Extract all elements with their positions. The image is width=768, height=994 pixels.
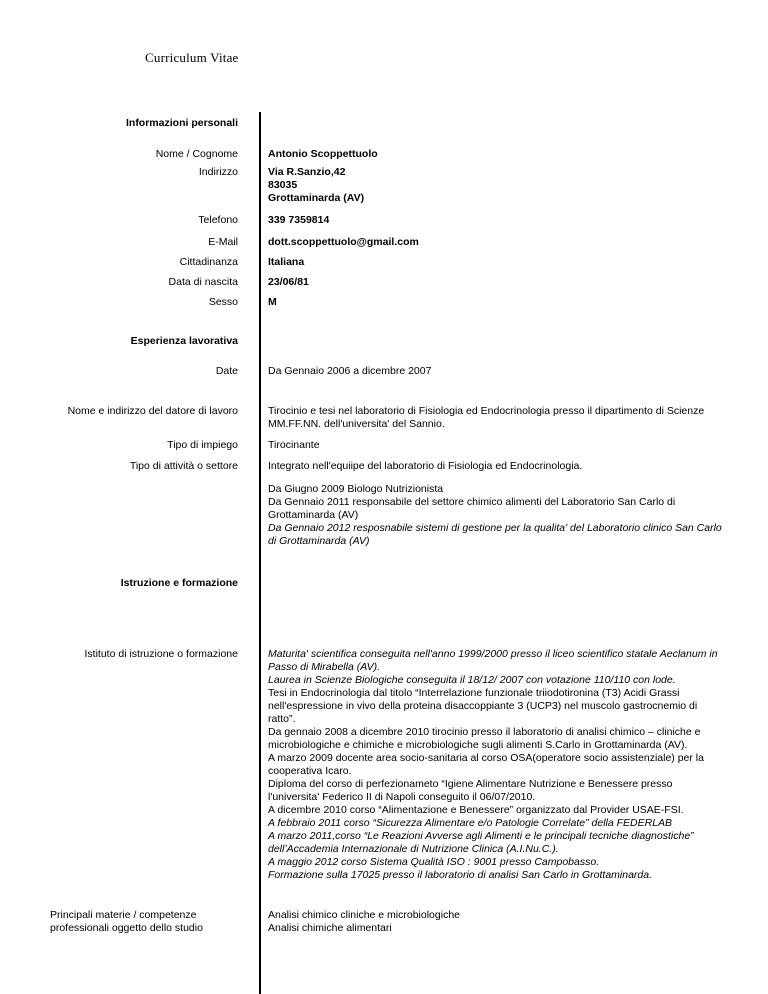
document-title: Curriculum Vitae [145, 50, 239, 65]
subjects-label-line: professionali oggetto dello studio [50, 922, 203, 934]
name-label: Nome / Cognome [155, 148, 238, 160]
column-divider [259, 112, 261, 994]
address-line: 83035 [268, 179, 298, 191]
employer-line: Tirocinio e tesi nel laboratorio di Fisiologia ed Endocrinologia presso il dipartimento di Scienze [268, 405, 705, 417]
education-line: ratto”. [268, 713, 296, 725]
education-line: Diploma del corso di perfezionameto “Igiene Alimentare Nutrizione e Benessere presso [268, 778, 673, 790]
phone-value: 339 7359814 [268, 214, 330, 226]
subjects-line: Analisi chimico cliniche e microbiologiche [268, 909, 460, 921]
education-line: A marzo 2009 docente area socio-sanitaria al corso OSA(operatore socio assistenziale) per la [268, 752, 704, 764]
sex-label: Sesso [208, 296, 238, 308]
work-extra-line: Da Giugno 2009 Biologo Nutrizionista [268, 483, 444, 495]
education-line: A dicembre 2010 corso “Alimentazione e Benessere” organizzato dal Provider USAE-FSI. [268, 804, 684, 816]
education-line: Tesi in Endocrinologia dal titolo “Interrelazione funzionale triiodotironina (T3) Acidi Grassi [268, 687, 680, 699]
education-line: A febbraio 2011 corso “Sicurezza Alimentare e/o Patologie Correlate” della FEDERLAB [268, 817, 673, 829]
education-line: dell’Accademia Internazionale di Nutrizione Clinica (A.I.Nu.C.). [268, 843, 559, 855]
address-line: Grottaminarda (AV) [268, 192, 365, 204]
birth-date-value: 23/06/81 [268, 276, 309, 288]
email-label: E-Mail [208, 236, 238, 248]
education-line: Passo di Mirabella (AV). [268, 661, 381, 673]
sector-value: Integrato nell'equiipe del laboratorio di Fisiologia ed Endocrinologia. [268, 460, 583, 472]
education-line: Laurea in Scienze Biologiche conseguita il 18/12/ 2007 con votazione 110/110 con lode. [268, 674, 676, 686]
education-list [268, 648, 728, 882]
job-type-label: Tipo di impiego [167, 439, 238, 451]
education-line: Da gennaio 2008 a dicembre 2010 tirocinio presso il laboratorio di analisi chimico – cliniche e [268, 726, 701, 738]
education-line: microbiologiche e chimiche e microbiologiche sugli alimenti S.Carlo in Grottaminarda (AV). [268, 739, 688, 751]
education-line: A marzo 2011,corso “Le Reazioni Avverse agli Alimenti e le principali tecniche diagnostiche” [268, 830, 694, 842]
institute-label: Istituto di istruzione o formazione [84, 648, 238, 660]
work-extra [268, 483, 728, 548]
dates-value: Da Gennaio 2006 a dicembre 2007 [268, 365, 432, 377]
address-value [268, 166, 728, 205]
work-extra-line: di Grottaminarda (AV) [268, 535, 370, 547]
employer-label: Nome e indirizzo del datore di lavoro [67, 405, 238, 417]
work-extra-line: Grottaminarda (AV) [268, 509, 359, 521]
sex-value: M [268, 296, 277, 308]
address-label: Indirizzo [198, 166, 238, 178]
subjects-label [50, 909, 240, 935]
education-line: cooperativa Icaro. [268, 765, 352, 777]
education-line: nell'espressione in vivo della proteina disaccoppiante 3 (UCP3) nel muscolo gastrocnemio di [268, 700, 698, 712]
employer-line: MM.FF.NN. dell'universita' del Sannio. [268, 418, 445, 430]
education-line: l'universita' Federico II di Napoli conseguito il 06/07/2010. [268, 791, 536, 803]
citizenship-label: Cittadinanza [179, 256, 238, 268]
education-line: Maturita' scientifica conseguita nell'anno 1999/2000 presso il liceo scientifico statale Aeclanum in [268, 648, 718, 660]
subjects-label-line: Principali materie / competenze [50, 909, 197, 921]
citizenship-value: Italiana [268, 256, 305, 268]
subjects-line: Analisi chimiche alimentari [268, 922, 392, 934]
work-extra-line: Da Gennaio 2011 responsabile del settore chimico alimenti del Laboratorio San Carlo di [268, 496, 676, 508]
education-line: A maggio 2012 corso Sistema Qualità ISO : 9001 presso Campobasso. [268, 856, 600, 868]
employer-value [268, 405, 728, 431]
email-value: dott.scoppettuolo@gmail.com [268, 236, 419, 248]
section-education: Istruzione e formazione [120, 577, 238, 589]
work-extra-line: Da Gennaio 2012 resposnabile sistemi di gestione per la qualita' del Laboratorio clinico San Carlo [268, 522, 722, 534]
education-line: Formazione sulla 17025 presso il laboratorio di analisi San Carlo in Grottaminarda. [268, 869, 653, 881]
sector-label: Tipo di attività o settore [129, 460, 238, 472]
section-work-experience: Esperienza lavorativa [130, 335, 238, 347]
job-type-value: Tirocinante [268, 439, 320, 451]
section-personal-info: Informazioni personali [125, 117, 238, 129]
birth-date-label: Data di nascita [168, 276, 238, 288]
dates-label: Date [215, 365, 238, 377]
name-value: Antonio Scoppettuolo [268, 148, 378, 160]
phone-label: Telefono [198, 214, 238, 226]
address-line: Via R.Sanzio,42 [268, 166, 346, 178]
subjects-value [268, 909, 728, 935]
